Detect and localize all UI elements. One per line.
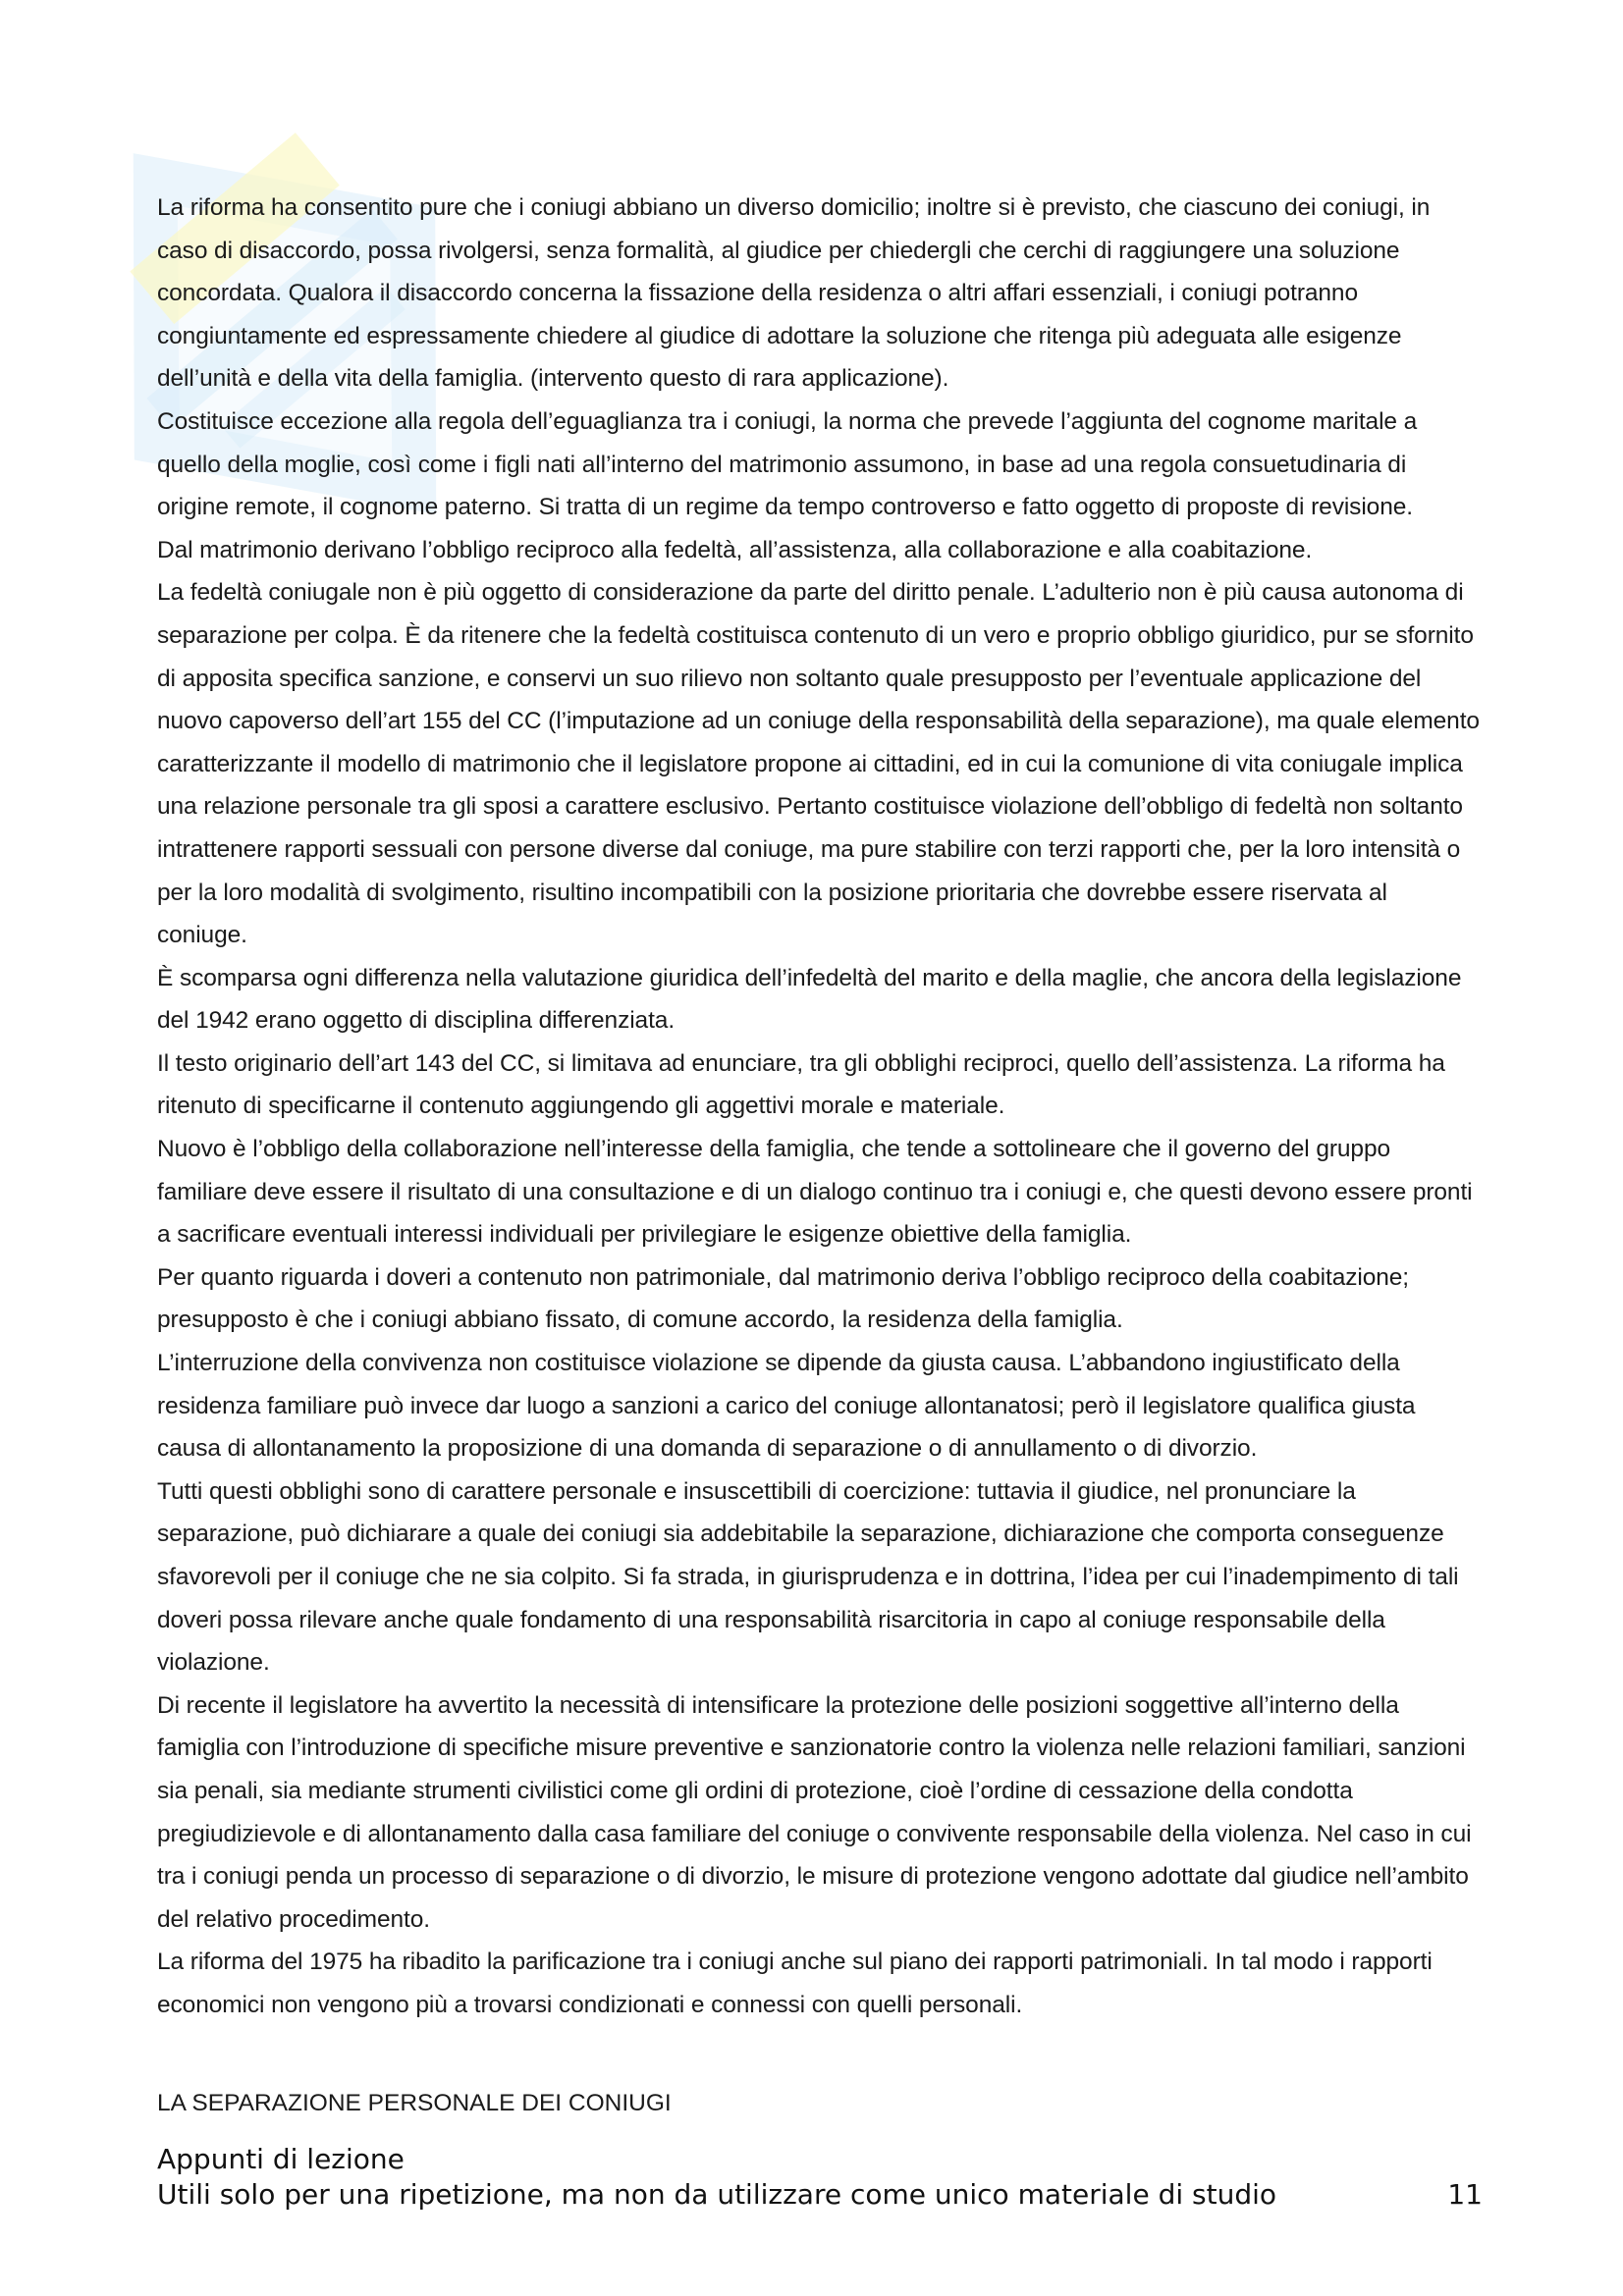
paragraph: È scomparsa ogni differenza nella valutazione giuridica dell’infedeltà del marito e della maglie, che ancora della legislazione del 1942 erano oggetto di disciplina differenziata. (157, 964, 1462, 1035)
paragraph: Nuovo è l’obbligo della collaborazione nell’interesse della famiglia, che tende a sottolineare che il governo del gruppo familiare deve essere il risultato di una consultazione e di un dialogo continuo tra i coniugi e, che questi devono essere pronti a sacrificare eventuali interessi individuali per privilegiare le esigenze obiettive della famiglia. (157, 1136, 1473, 1249)
page-number: 11 (1447, 2178, 1483, 2211)
paragraph: Dal matrimonio derivano l’obbligo reciproco alla fedeltà, all’assistenza, alla collaborazione e alla coabitazione. (157, 536, 1313, 563)
section-heading: LA SEPARAZIONE PERSONALE DEI CONIUGI (157, 2090, 672, 2116)
paragraph: La fedeltà coniugale non è più oggetto di considerazione da parte del diritto penale. L’adulterio non è più causa autonoma di separazione per colpa. È da ritenere che la fedeltà costituisca contenuto di un vero e proprio obbligo giuridico, pur se sfornito di apposita specifica sanzione, e conservi un suo rilievo non soltanto quale presupposto per l’eventuale applicazione del nuovo capoverso dell’art 155 del CC (l’imputazione ad un coniuge della responsabilità della separazione), ma quale elemento caratterizzante il modello di matrimonio che il legislatore propone ai cittadini, ed in cui la comunione di vita coniugale implica una relazione personale tra gli sposi a carattere esclusivo. Pertanto costituisce violazione dell’obbligo di fedeltà non soltanto intrattenere rapporti sessuali con persone diverse dal coniuge, ma pure stabilire con terzi rapporti che, per la loro intensità o per la loro modalità di svolgimento, risultino incompatibili con la posizione prioritaria che dovrebbe essere riservata al coniuge. (157, 579, 1480, 949)
paragraph: Di recente il legislatore ha avvertito la necessità di intensificare la protezione delle posizioni soggettive all’interno della famiglia con l’introduzione di specifiche misure preventive e sanzionatorie contro la violenza nelle relazioni familiari, sanzioni sia penali, sia mediante strumenti civilistici come gli ordini di protezione, cioè l’ordine di cessazione della condotta pregiudizievole e di allontanamento dalla casa familiare del coniuge o convivente responsabile della violenza. Nel caso in cui tra i coniugi penda un processo di separazione o di divorzio, le misure di protezione vengono adottate dal giudice nell’ambito del relativo procedimento. (157, 1691, 1472, 1933)
paragraph: La riforma del 1975 ha ribadito la parificazione tra i coniugi anche sul piano dei rapporti patrimoniali. In tal modo i rapporti economici non vengono più a trovarsi condizionati e connessi con quelli personali. (157, 1949, 1433, 2018)
paragraph: Per quanto riguarda i doveri a contenuto non patrimoniale, dal matrimonio deriva l’obbligo reciproco della coabitazione; presupposto è che i coniugi abbiano fissato, di comune accordo, la residenza della famiglia. (157, 1263, 1410, 1334)
paragraph: Costituisce eccezione alla regola dell’eguaglianza tra i coniugi, la norma che prevede l’aggiunta del cognome maritale a quello della moglie, così come i figli nati all’interno del matrimonio assumono, in base ad una regola consuetudinaria di origine remote, il cognome paterno. Si tratta di un regime da tempo controverso e fatto oggetto di proposte di revisione. (157, 407, 1418, 521)
document-body (157, 187, 1483, 2027)
footer-line-2: Utili solo per una ripetizione, ma non da utilizzare come unico materiale di studio (157, 2178, 1277, 2211)
paragraph: L’interruzione della convivenza non costituisce violazione se dipende da giusta causa. L’abbandono ingiustificato della residenza familiare può invece dar luogo a sanzioni a carico del coniuge allontanatosi; però il legislatore qualifica giusta causa di allontanamento la proposizione di una domanda di separazione o di annullamento o di divorzio. (157, 1350, 1416, 1463)
paragraph: Tutti questi obblighi sono di carattere personale e insuscettibili di coercizione: tuttavia il giudice, nel pronunciare la separazione, può dichiarare a quale dei coniugi sia addebitabile la separazione, dichiarazione che comporta conseguenze sfavorevoli per il coniuge che ne sia colpito. Si fa strada, in giurisprudenza e in dottrina, l’idea per cui l’inadempimento di tali doveri possa rilevare anche quale fondamento di una responsabilità risarcitoria in capo al coniuge responsabile della violazione. (157, 1477, 1459, 1677)
paragraph: Il testo originario dell’art 143 del CC, si limitava ad enunciare, tra gli obblighi reciproci, quello dell’assistenza. La riforma ha ritenuto di specificarne il contenuto aggiungendo gli aggettivi morale e materiale. (157, 1049, 1445, 1120)
paragraph: La riforma ha consentito pure che i coniugi abbiano un diverso domicilio; inoltre si è previsto, che ciascuno dei coniugi, in caso di disaccordo, possa rivolgersi, senza formalità, al giudice per chiedergli che cerchi di raggiungere una soluzione concordata. Qualora il disaccordo concerna la fissazione della residenza o altri affari essenziali, i coniugi potranno congiuntamente ed espressamente chiedere al giudice di adottare la soluzione che ritenga più adeguata alle esigenze dell’unità e della vita della famiglia. (intervento questo di rara applicazione). (157, 194, 1431, 393)
footer-line-1: Appunti di lezione (157, 2143, 405, 2175)
page-footer (157, 2142, 1483, 2213)
